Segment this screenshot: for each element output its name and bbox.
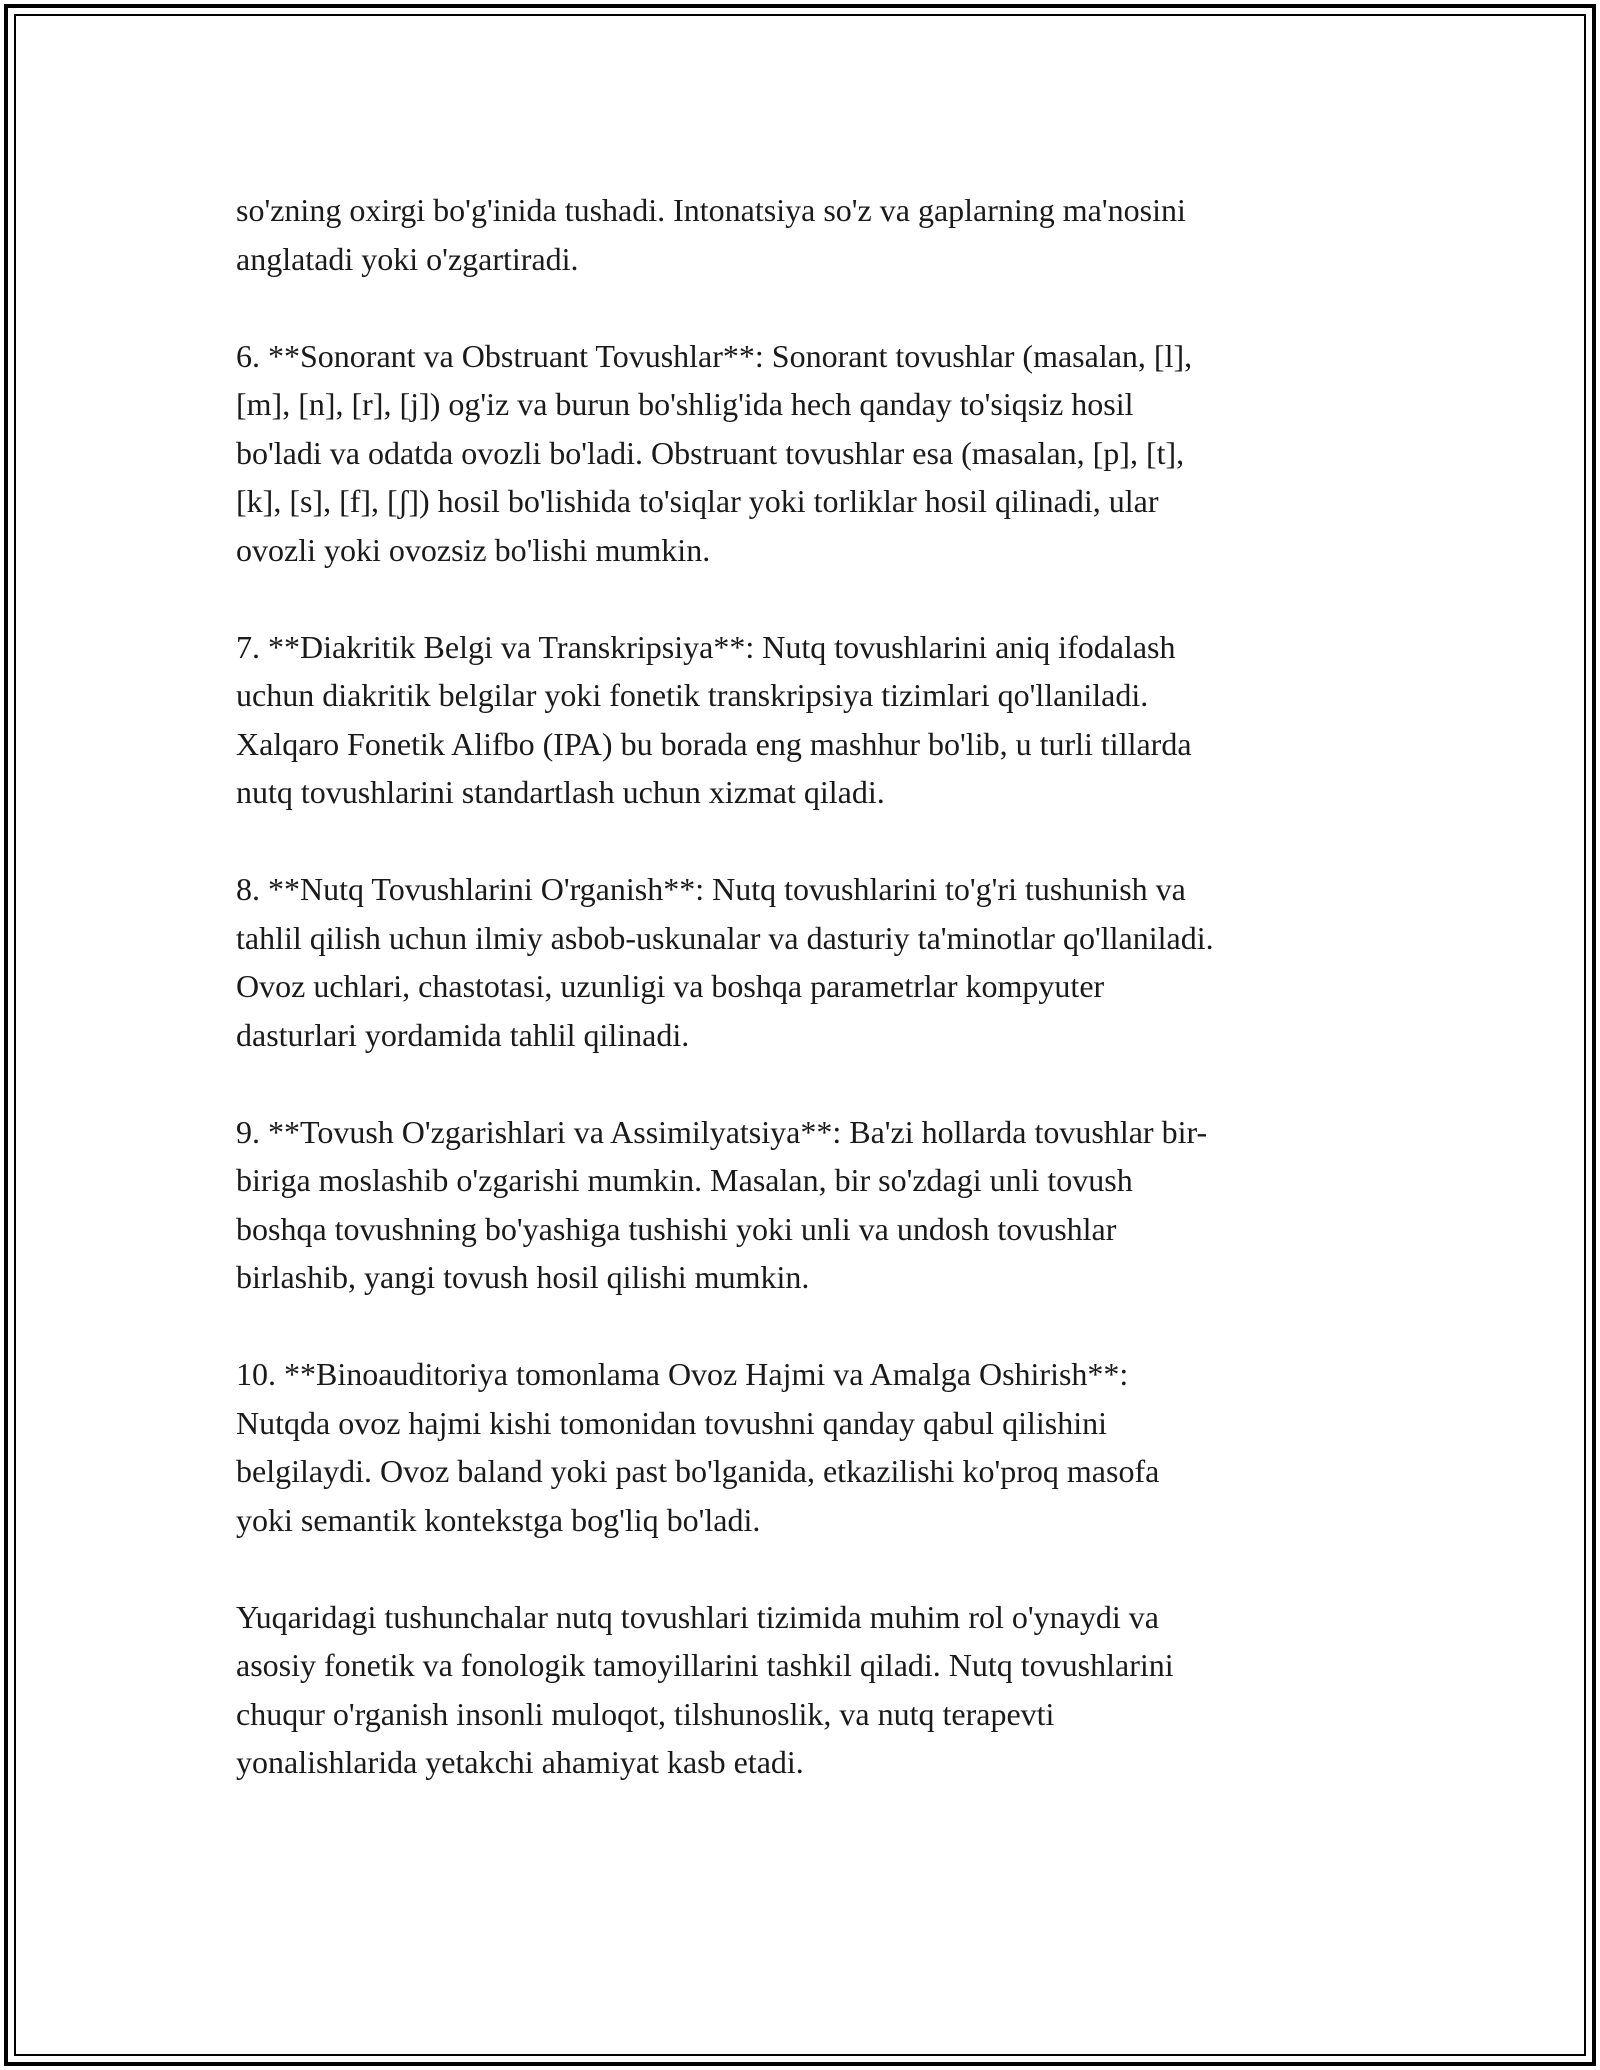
- text-line: [m], [n], [r], [j]) og'iz va burun bo'shlig'ida hech qanday to'siqsiz hosil: [236, 386, 1134, 422]
- text-line: asosiy fonetik va fonologik tamoyillarini tashkil qiladi. Nutq tovushlarini: [236, 1647, 1174, 1683]
- paragraph-item-7: [236, 623, 1366, 817]
- text-line: yonalishlarida yetakchi ahamiyat kasb etadi.: [236, 1744, 804, 1780]
- text-line: 9. **Tovush O'zgarishlari va Assimilyatsiya**: Ba'zi hollarda tovushlar bir-: [236, 1113, 1208, 1150]
- text-line: Nutqda ovoz hajmi kishi tomonidan tovushni qanday qabul qilishini: [236, 1404, 1108, 1441]
- paragraph-item-6: [236, 332, 1366, 575]
- paragraph-item-8: [236, 865, 1366, 1059]
- paragraph-item-9: [236, 1108, 1366, 1302]
- text-line: boshqa tovushning bo'yashiga tushishi yoki unli va undosh tovushlar: [236, 1210, 1117, 1247]
- text-line: uchun diakritik belgilar yoki fonetik transkripsiya tizimlari qo'llaniladi.: [236, 677, 1149, 713]
- text-line: biriga moslashib o'zgarishi mumkin. Masalan, bir so'zdagi unli tovush: [236, 1162, 1133, 1198]
- text-line: nutq tovushlarini standartlash uchun xizmat qiladi.: [236, 774, 885, 810]
- text-line: Xalqaro Fonetik Alifbo (IPA) bu borada eng mashhur bo'lib, u turli tillarda: [236, 725, 1192, 762]
- text-line: Yuqaridagi tushunchalar nutq tovushlari tizimida muhim rol o'ynaydi va: [236, 1598, 1159, 1635]
- text-line: tahlil qilish uchun ilmiy asbob-uskunalar va dasturiy ta'minotlar qo'llaniladi.: [236, 919, 1214, 956]
- text-line: yoki semantik kontekstga bog'liq bo'ladi.: [236, 1501, 761, 1538]
- document-body: [236, 186, 1366, 1835]
- text-line: birlashib, yangi tovush hosil qilishi mumkin.: [236, 1259, 810, 1295]
- text-line: chuqur o'rganish insonli muloqot, tilshunoslik, va nutq terapevti: [236, 1695, 1055, 1732]
- text-line: ovozli yoki ovozsiz bo'lishi mumkin.: [236, 531, 711, 568]
- text-line: 10. **Binoauditoriya tomonlama Ovoz Hajmi va Amalga Oshirish**:: [236, 1356, 1129, 1392]
- paragraph-intonation-continuation: [236, 186, 1366, 283]
- text-line: bo'ladi va odatda ovozli bo'ladi. Obstruant tovushlar esa (masalan, [p], [t],: [236, 434, 1185, 471]
- text-line: 8. **Nutq Tovushlarini O'rganish**: Nutq tovushlarini to'g'ri tushunish va: [236, 871, 1186, 907]
- text-line: dasturlari yordamida tahlil qilinadi.: [236, 1016, 690, 1053]
- text-line: belgilaydi. Ovoz baland yoki past bo'lganida, etkazilishi ko'proq masofa: [236, 1453, 1160, 1489]
- text-line: Ovoz uchlari, chastotasi, uzunligi va boshqa parametrlar kompyuter: [236, 968, 1105, 1004]
- text-line: 7. **Diakritik Belgi va Transkripsiya**: Nutq tovushlarini aniq ifodalash: [236, 628, 1176, 665]
- text-line: [k], [s], [f], [ʃ]) hosil bo'lishida to'siqlar yoki torliklar hosil qilinadi, ular: [236, 483, 1159, 519]
- text-line: so'zning oxirgi bo'g'inida tushadi. Intonatsiya so'z va gaplarning ma'nosini: [236, 192, 1186, 228]
- paragraph-conclusion: [236, 1593, 1366, 1787]
- text-line: 6. **Sonorant va Obstruant Tovushlar**: Sonorant tovushlar (masalan, [l],: [236, 337, 1193, 374]
- text-line: anglatadi yoki o'zgartiradi.: [236, 240, 579, 277]
- paragraph-item-10: [236, 1350, 1366, 1544]
